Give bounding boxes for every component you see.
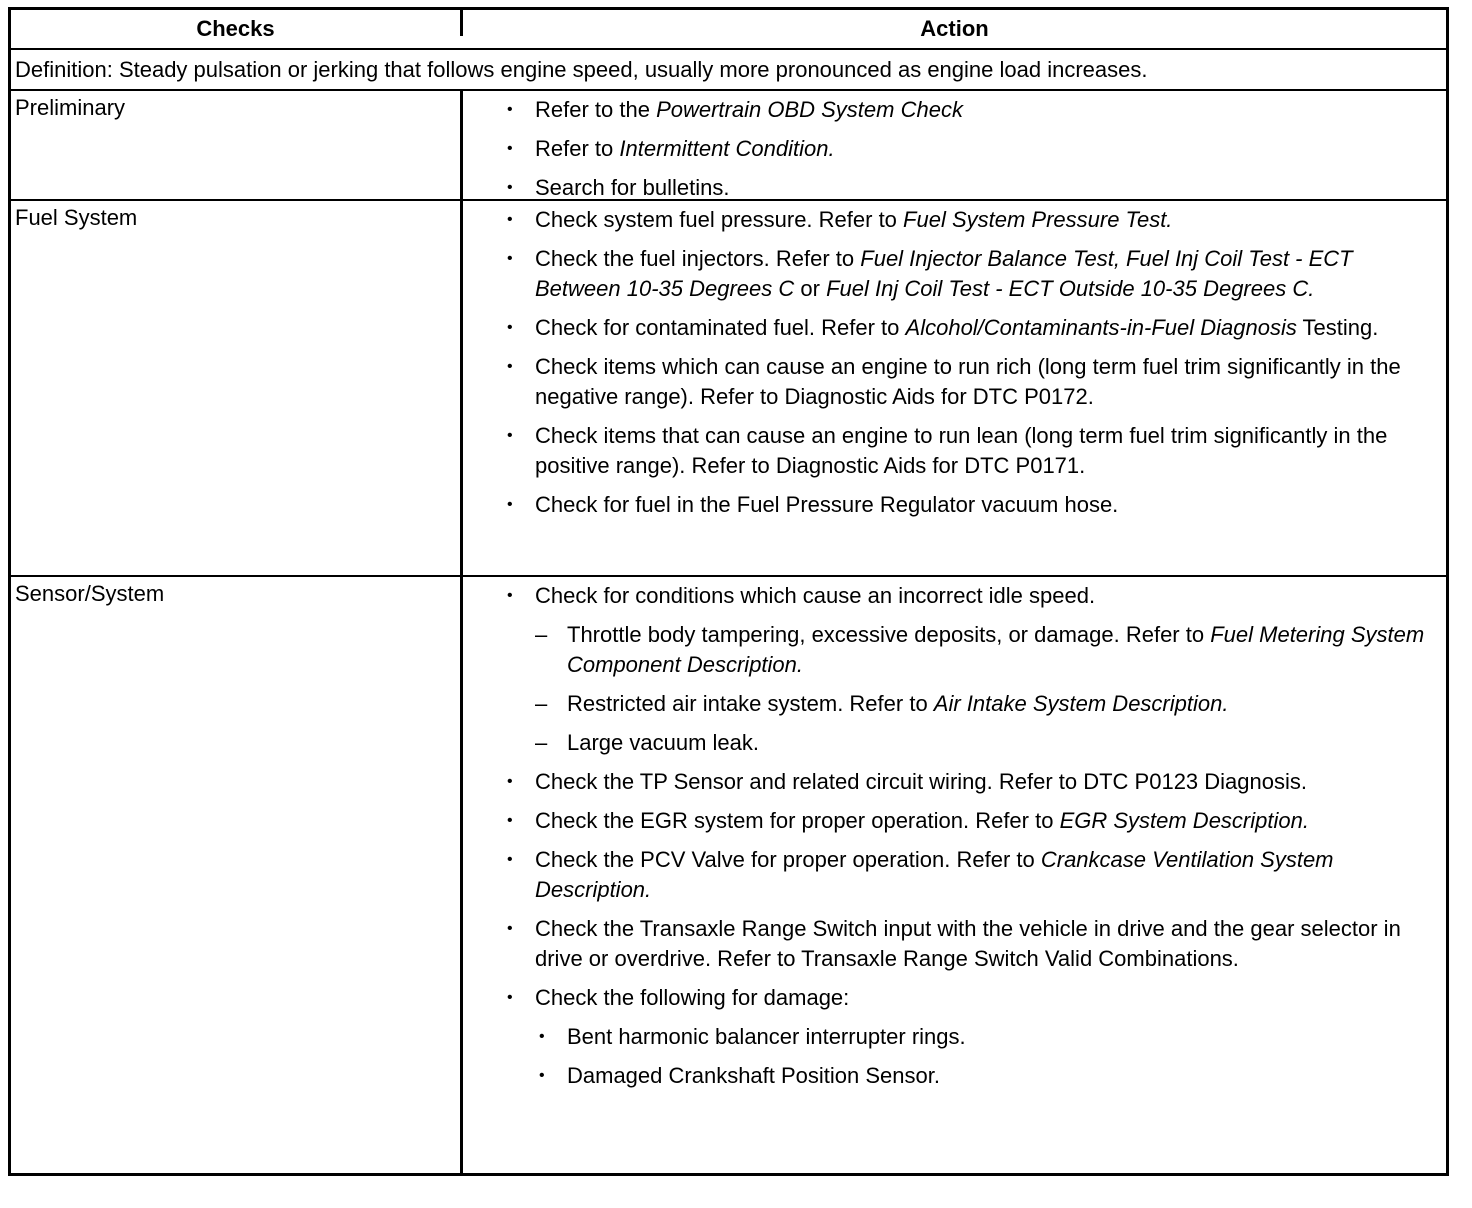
action-text: Check for contaminated fuel. Refer to [535,315,906,340]
action-item [463,806,1446,836]
action-text: Check for conditions which cause an incorrect idle speed. [535,583,1096,608]
action-text: Refer to [535,136,620,161]
action-text: Throttle body tampering, excessive deposits, or damage. Refer to [567,622,1211,647]
action-text: Testing. [1296,315,1379,340]
action-subitem [463,620,1446,680]
action-item [463,205,1446,235]
action-text: Check the fuel injectors. Refer to [535,246,861,271]
action-item [463,244,1446,304]
reference-text: Air Intake System Description. [933,691,1229,716]
action-item [463,313,1446,343]
action-text: Bent harmonic balancer interrupter rings. [567,1024,966,1049]
definition-row [11,48,1446,89]
reference-text: Fuel Metering System Component Description. [567,622,1425,677]
action-item [463,421,1446,481]
header-row [11,10,1446,48]
action-subitem [463,689,1446,719]
definition-text: Definition: Steady pulsation or jerking that follows engine speed, usually more pronounced as engine load increases. [15,57,1148,82]
action-item [463,173,1446,203]
action-text: Check items that can cause an engine to run lean (long term fuel trim significantly in the positive range). Refer to Diagnostic Aids for DTC P0171. [535,423,1388,478]
action-item [463,845,1446,905]
reference-text: Fuel Injector Balance Test, Fuel Inj Coil Test - ECT Between 10-35 Degrees C [535,246,1353,301]
action-text: Check system fuel pressure. Refer to [535,207,904,232]
action-text: Check the Transaxle Range Switch input with the vehicle in drive and the gear selector in drive or overdrive. Refer to Transaxle Range Switch Valid Combinations. [535,916,1401,971]
check-label: Preliminary [11,91,463,199]
action-text: Restricted air intake system. Refer to [567,691,934,716]
reference-text: Fuel Inj Coil Test - ECT Outside 10-35 Degrees C. [826,276,1315,301]
action-text: Check items which can cause an engine to run rich (long term fuel trim significantly in the negative range). Refer to Diagnostic Aids for DTC P0172. [535,354,1401,409]
action-item [463,95,1446,125]
action-text: Large vacuum leak. [567,730,759,755]
action-item [463,352,1446,412]
action-text: Check the following for damage: [535,985,850,1010]
action-item [463,134,1446,164]
table-row [11,575,1446,1173]
action-text: Check the PCV Valve for proper operation. Refer to [535,847,1041,872]
reference-text: Alcohol/Contaminants-in-Fuel Diagnosis [905,315,1297,340]
reference-text: Fuel System Pressure Test. [903,207,1173,232]
action-item [463,914,1446,974]
action-text: Check the TP Sensor and related circuit wiring. Refer to DTC P0123 Diagnosis. [535,769,1307,794]
action-subitem [463,1061,1446,1091]
reference-text: Powertrain OBD System Check [656,97,963,122]
action-text: Refer to the [535,97,657,122]
action-list [463,95,1446,203]
check-label: Sensor/System [11,577,463,1173]
table-row [11,199,1446,575]
action-list [463,205,1446,520]
reference-text: Crankcase Ventilation System Description. [535,847,1334,902]
action-list [463,581,1446,1091]
header-action: Action [920,16,989,41]
action-item [463,983,1446,1013]
header-checks: Checks [11,10,463,36]
action-item [463,581,1446,611]
action-text: Check the EGR system for proper operation. Refer to [535,808,1060,833]
reference-text: Intermittent Condition. [619,136,835,161]
action-text: or [794,276,827,301]
action-text: Search for bulletins. [535,175,730,200]
action-item [463,490,1446,520]
action-subitem [463,1022,1446,1052]
action-text: Damaged Crankshaft Position Sensor. [567,1063,940,1088]
diagnostic-table [8,7,1449,1176]
action-item [463,767,1446,797]
check-label: Fuel System [11,201,463,575]
action-subitem [463,728,1446,758]
reference-text: EGR System Description. [1059,808,1309,833]
table-row [11,89,1446,199]
action-text: Check for fuel in the Fuel Pressure Regulator vacuum hose. [535,492,1119,517]
